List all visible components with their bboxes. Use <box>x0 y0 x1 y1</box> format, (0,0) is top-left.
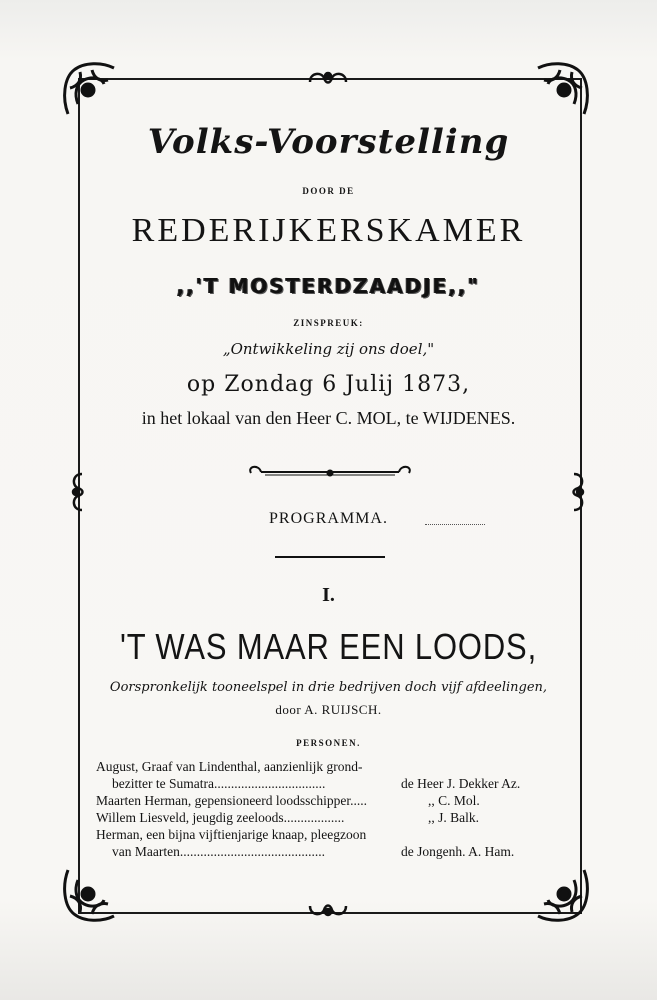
door-de-label: DOOR DE <box>302 186 355 196</box>
cast-role: August, Graaf van Lindenthal, aanzienlijk grond- <box>96 759 363 774</box>
cast-actor: de Jongenh. A. Ham. <box>401 844 515 859</box>
society-heading: REDERIJKERSKAMER <box>131 212 526 249</box>
programma-heading: PROGRAMMA. <box>269 510 388 527</box>
cast-role: Willem Liesveld, jeugdig zeeloods.................. <box>96 810 345 825</box>
play-title: 'T WAS MAAR EEN LOODS, <box>119 626 538 667</box>
dotted-leader <box>425 524 485 525</box>
cast-line <box>96 758 556 775</box>
play-author: door A. RUIJSCH. <box>275 702 382 717</box>
cast-line <box>96 775 556 792</box>
cast-line <box>96 843 556 860</box>
cast-role: Herman, een bijna vijftienjarige knaap, pleegzoon <box>96 827 367 842</box>
cast-actor: ,, J. Balk. <box>428 810 480 825</box>
part-number: I. <box>322 584 335 606</box>
cast-role: bezitter te Sumatra................................. <box>112 776 326 791</box>
scroll-ornament-icon <box>568 470 588 514</box>
cast-line <box>96 826 556 843</box>
cast-line <box>96 792 556 809</box>
scroll-ornament-icon <box>306 900 350 920</box>
venue-text: in het lokaal van den Heer C. MOL, te WIJDENES. <box>141 408 516 428</box>
cast-actor: ,, C. Mol. <box>428 793 480 808</box>
corner-ornament-icon <box>528 58 594 124</box>
performance-date: op Zondag 6 Julij 1873, <box>186 372 471 397</box>
zinspreuk-label: ZINSPREUK: <box>293 318 364 328</box>
cast-list <box>96 758 556 860</box>
scroll-ornament-icon <box>306 68 350 88</box>
corner-ornament-icon <box>528 860 594 926</box>
society-name: ,,'T MOSTERDZAADJE,," <box>176 274 481 298</box>
motto-text: „Ontwikkeling zij ons doel," <box>222 340 435 358</box>
corner-ornament-icon <box>58 58 124 124</box>
cast-role: Maarten Herman, gepensioneerd loodsschipper..... <box>96 793 368 808</box>
play-subtitle: Oorspronkelijk tooneelspel in drie bedrijven doch vijf afdeelingen, <box>109 680 548 695</box>
personen-label: PERSONEN. <box>296 738 361 748</box>
cast-line <box>96 809 556 826</box>
scroll-ornament-icon <box>68 470 88 514</box>
horizontal-rule <box>275 556 385 558</box>
cast-actor: de Heer J. Dekker Az. <box>401 776 521 791</box>
cast-role: van Maarten........................................... <box>112 844 325 859</box>
corner-ornament-icon <box>58 860 124 926</box>
poster-title: Volks-Voorstelling <box>147 122 510 162</box>
ornamental-divider-icon <box>245 462 415 484</box>
